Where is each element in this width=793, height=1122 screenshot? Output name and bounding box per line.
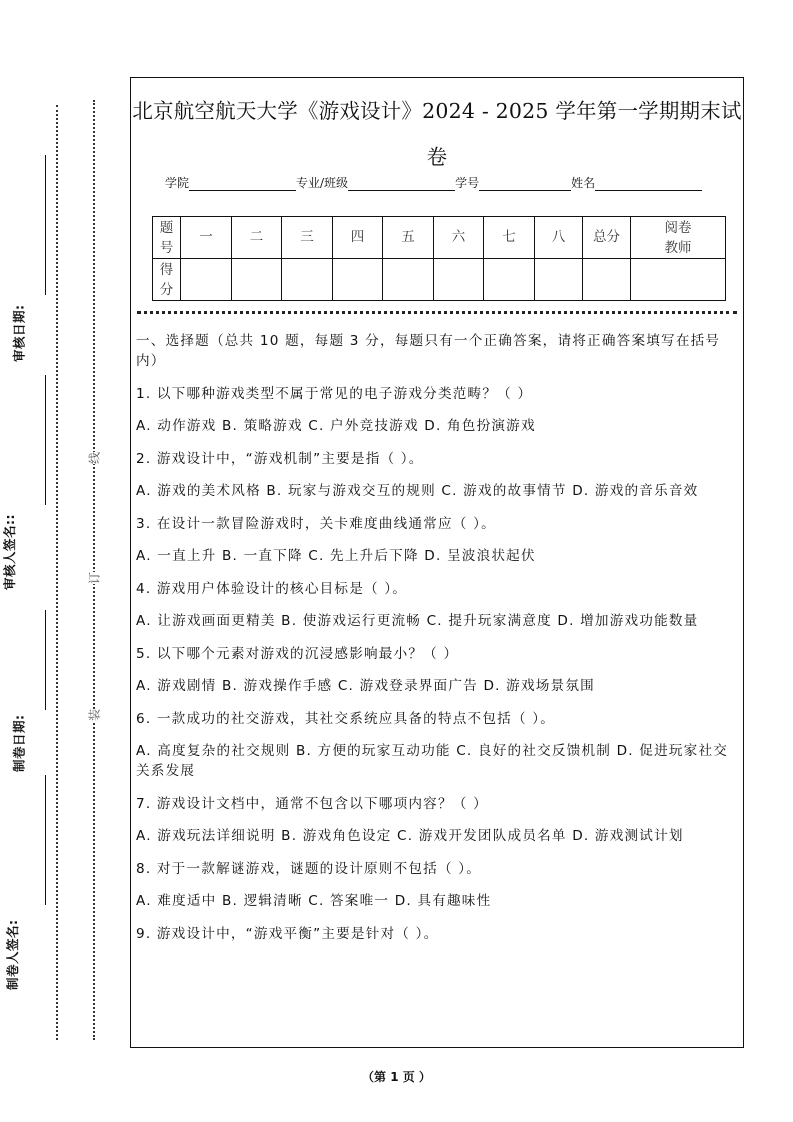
- question-9: 9. 游戏设计中，“游戏平衡”主要是针对（ ）。: [136, 925, 439, 942]
- col-7: 七: [484, 217, 535, 259]
- name-field[interactable]: [595, 177, 702, 191]
- col-2: 二: [232, 217, 282, 259]
- binding-char-line: 线: [84, 452, 105, 464]
- question-4-options: A. 让游戏画面更精美 B. 使游戏运行更流畅 C. 提升玩家满意度 D. 增加游戏功能数量: [136, 613, 699, 629]
- binding-char-bind: 装: [84, 709, 105, 721]
- student-id-label: 学号: [455, 176, 480, 190]
- col-8: 八: [535, 217, 583, 259]
- review-date-line[interactable]: [45, 155, 46, 295]
- col-5: 五: [383, 217, 434, 259]
- score-cell-8[interactable]: [535, 259, 583, 301]
- prepare-date-label: 制卷日期:: [11, 714, 27, 772]
- score-cell-5[interactable]: [383, 259, 434, 301]
- question-5: 5. 以下哪个元素对游戏的沉浸感影响最小？（ ）: [136, 645, 459, 662]
- score-table-header-row: [153, 217, 726, 259]
- question-number-header: 题号: [159, 219, 174, 256]
- exam-title: [131, 88, 743, 180]
- score-table-score-row: [153, 259, 726, 301]
- score-cell-grader[interactable]: [631, 259, 726, 301]
- question-8: 8. 对于一款解谜游戏，谜题的设计原则不包括（ ）。: [136, 860, 482, 877]
- outer-dotted-line: [56, 105, 58, 1040]
- question-section: [136, 331, 737, 956]
- question-3: 3. 在设计一款冒险游戏时，关卡难度曲线通常应（ ）。: [136, 515, 496, 532]
- exam-page-frame: [130, 77, 744, 1048]
- reviewer-signature-label: 审核人签名::: [2, 514, 17, 590]
- college-label: 学院: [165, 176, 190, 190]
- college-field[interactable]: [189, 177, 296, 191]
- page-number: （第 1 页 ）: [362, 1070, 431, 1084]
- question-6-options: A. 高度复杂的社交规则 B. 方便的玩家互动功能 C. 良好的社交反馈机制 D. 促进玩家社交关系发展: [136, 743, 729, 779]
- binding-char-staple: 订: [84, 572, 105, 584]
- question-3-options: A. 一直上升 B. 一直下降 C. 先上升后下降 D. 呈波浪状起伏: [136, 548, 536, 564]
- col-total: 总分: [583, 217, 631, 259]
- score-cell-total[interactable]: [583, 259, 631, 301]
- exam-title-line2: 卷: [426, 145, 448, 169]
- col-grader: 阅卷教师: [664, 219, 692, 256]
- review-date-label: 审核日期:: [11, 304, 27, 362]
- score-cell-1[interactable]: [181, 259, 232, 301]
- question-1-options: A. 动作游戏 B. 策略游戏 C. 户外竞技游戏 D. 角色扮演游戏: [136, 418, 536, 434]
- question-7: 7. 游戏设计文档中，通常不包含以下哪项内容？（ ）: [136, 795, 488, 812]
- question-2: 2. 游戏设计中，“游戏机制”主要是指（ ）。: [136, 450, 424, 467]
- score-cell-6[interactable]: [434, 259, 484, 301]
- inner-binding-dotted-line: [93, 100, 95, 1040]
- score-cell-2[interactable]: [232, 259, 282, 301]
- student-id-field[interactable]: [479, 177, 571, 191]
- question-1: 1. 以下哪种游戏类型不属于常见的电子游戏分类范畴？（ ）: [136, 385, 533, 402]
- reviewer-signature-line[interactable]: [45, 610, 46, 710]
- score-cell-3[interactable]: [282, 259, 333, 301]
- header-dotted-separator: [137, 311, 737, 314]
- col-4: 四: [333, 217, 383, 259]
- question-8-options: A. 难度适中 B. 逻辑清晰 C. 答案唯一 D. 具有趣味性: [136, 893, 492, 909]
- major-class-field[interactable]: [348, 177, 455, 191]
- question-5-options: A. 游戏剧情 B. 游戏操作手感 C. 游戏登录界面广告 D. 游戏场景氛围: [136, 678, 595, 694]
- student-info-row: [165, 174, 702, 191]
- preparer-signature-label: 制卷人签名:: [4, 919, 20, 990]
- question-4: 4. 游戏用户体验设计的核心目标是（ ）。: [136, 580, 408, 597]
- preparer-signature-line[interactable]: [45, 775, 46, 905]
- score-cell-4[interactable]: [333, 259, 383, 301]
- question-7-options: A. 游戏玩法详细说明 B. 游戏角色设定 C. 游戏开发团队成员名单 D. 游戏测试计划: [136, 828, 684, 844]
- review-date-line-lower: [45, 375, 46, 505]
- col-6: 六: [434, 217, 484, 259]
- question-6: 6. 一款成功的社交游戏，其社交系统应具备的特点不包括（ ）。: [136, 710, 556, 727]
- score-table: [152, 216, 726, 301]
- score-cell-7[interactable]: [484, 259, 535, 301]
- col-3: 三: [282, 217, 333, 259]
- col-1: 一: [181, 217, 232, 259]
- section-heading: 一、选择题（总共 10 题，每题 3 分，每题只有一个正确答案，请将正确答案填写在括号内）: [136, 333, 721, 369]
- score-row-header: 得分: [159, 261, 174, 298]
- major-class-label: 专业/班级: [296, 176, 349, 190]
- exam-title-line1: 北京航空航天大学《游戏设计》2024 - 2025 学年第一学期期末试: [132, 99, 742, 123]
- question-2-options: A. 游戏的美术风格 B. 玩家与游戏交互的规则 C. 游戏的故事情节 D. 游戏的音乐音效: [136, 483, 699, 499]
- name-label: 姓名: [571, 176, 596, 190]
